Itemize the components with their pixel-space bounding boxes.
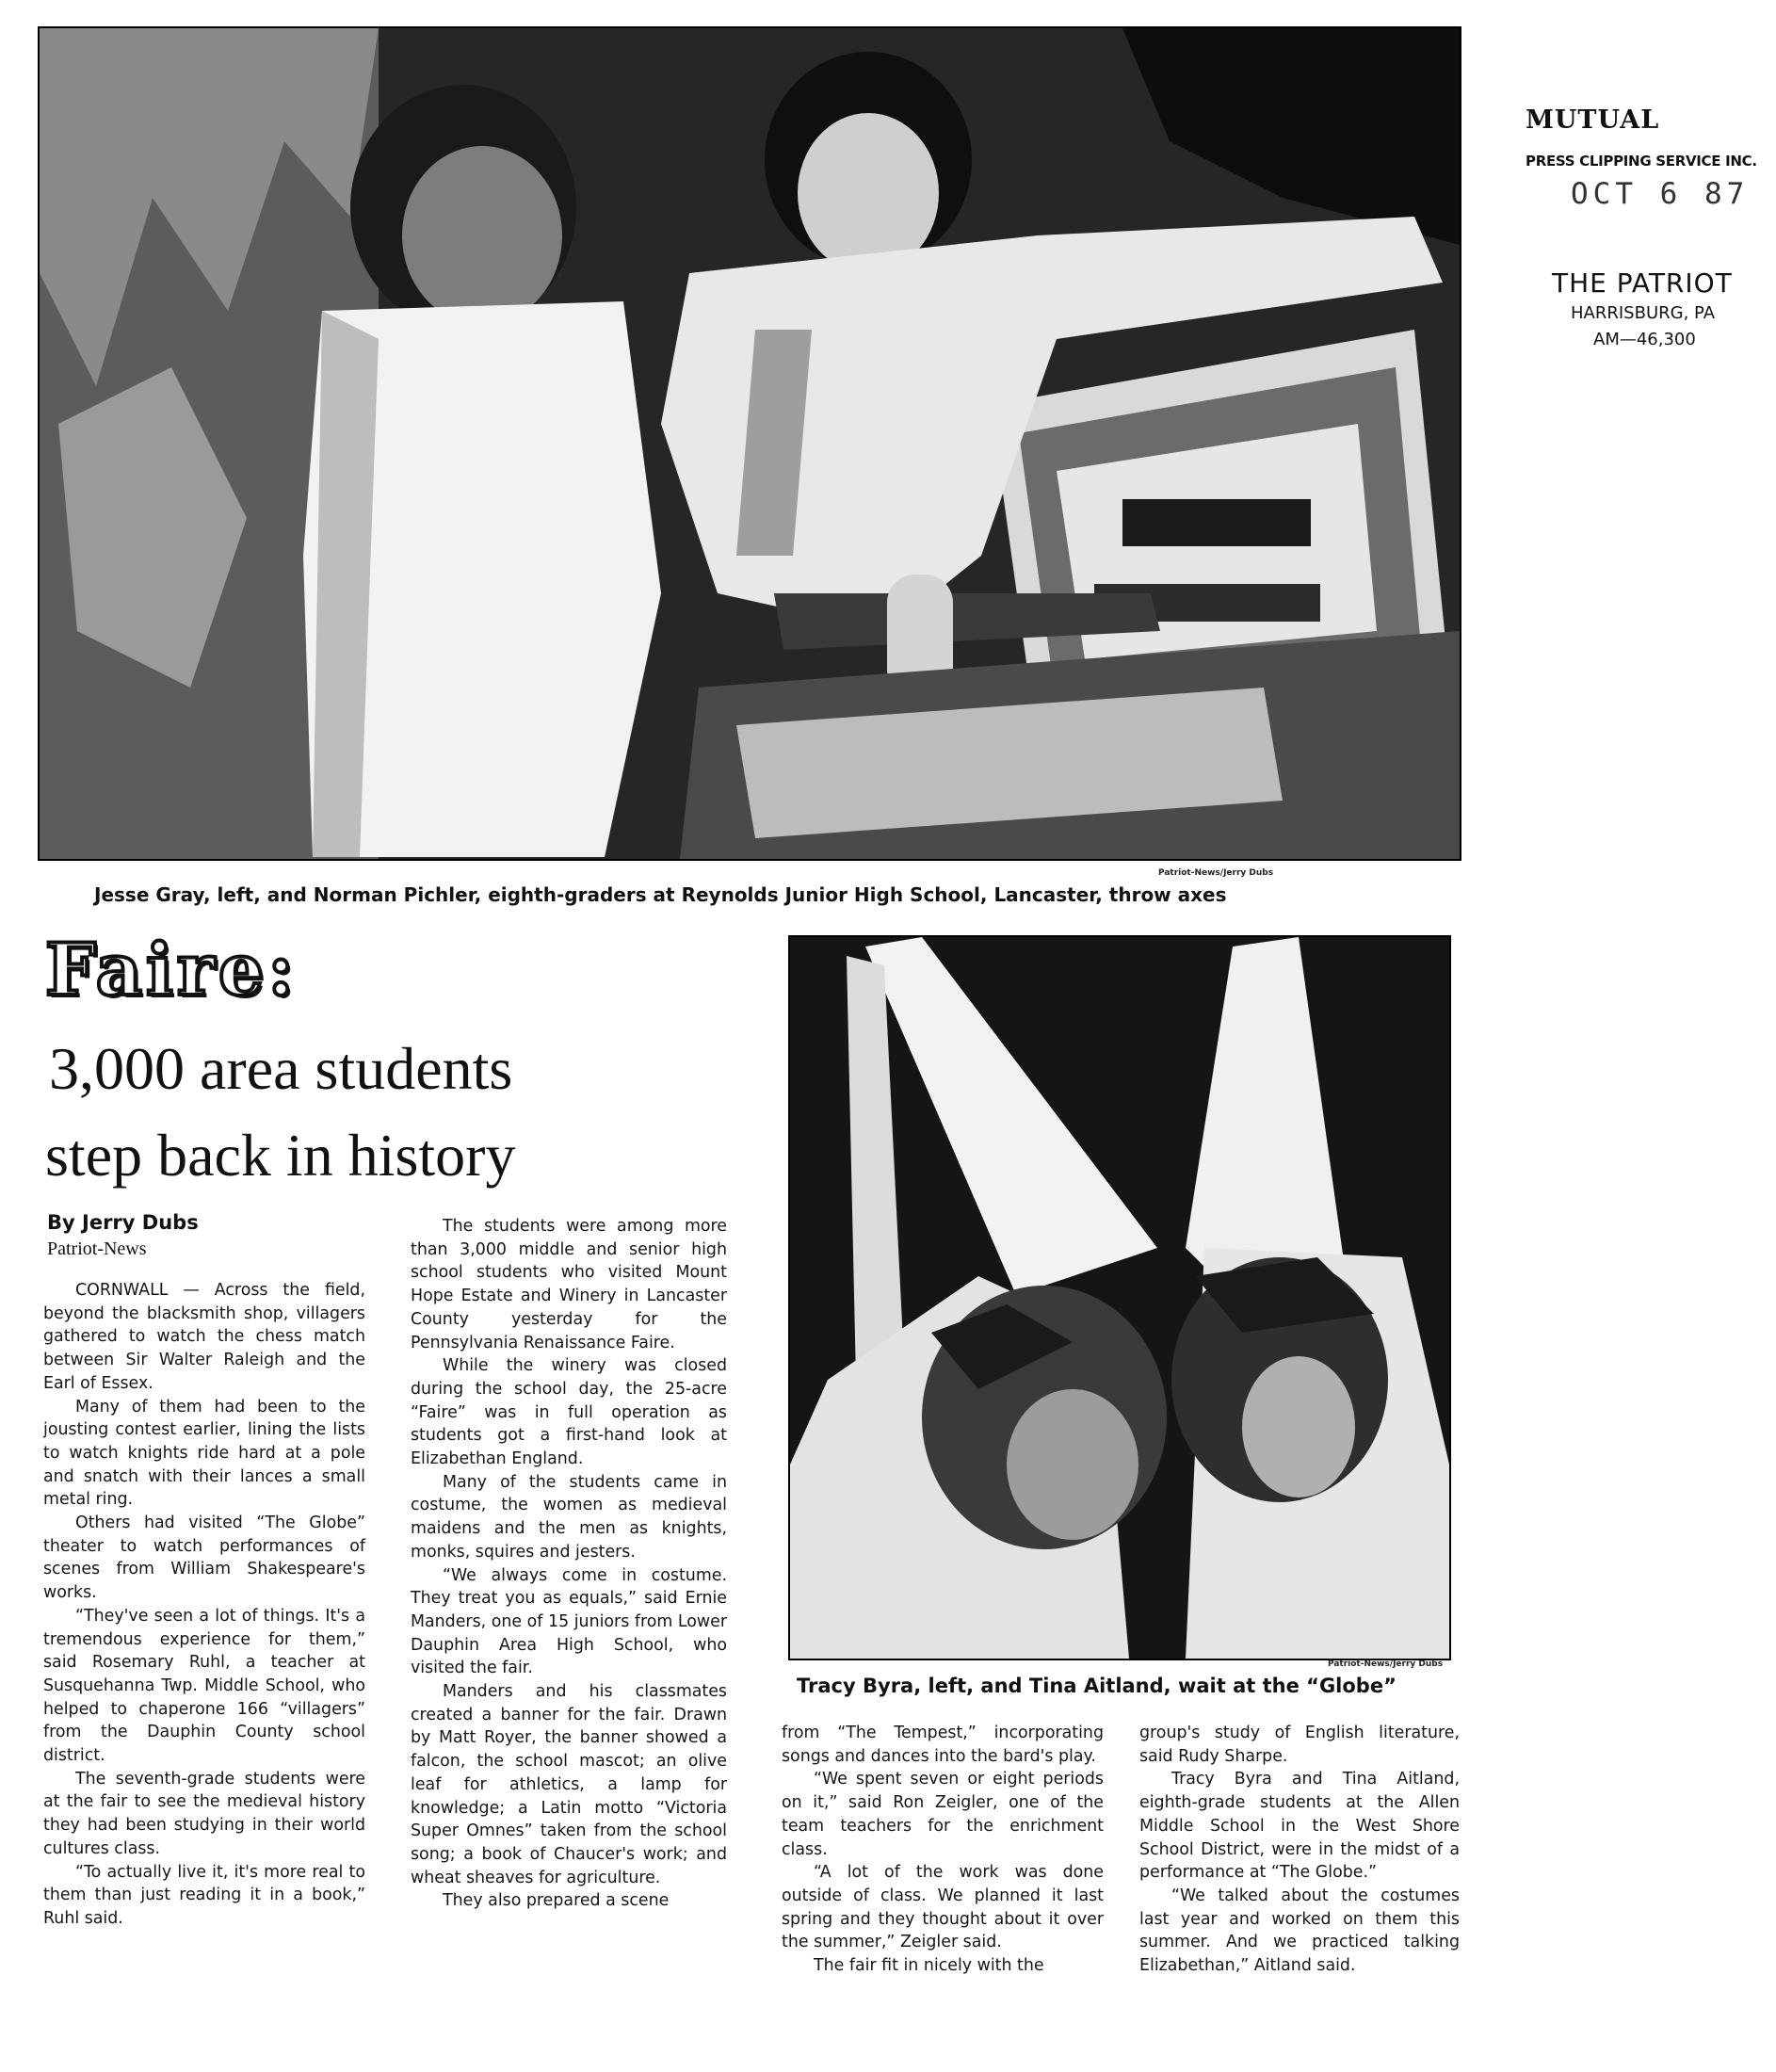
byline-source: Patriot-News [47, 1238, 147, 1259]
headline-deck-line2: step back in history [45, 1122, 516, 1189]
paragraph: “To actually live it, it's more real to them than just reading it in a book,” Ruhl said. [43, 1862, 365, 1928]
article-column-2 [411, 1215, 727, 1913]
stamp-service-name-text: MUTUAL [1526, 105, 1660, 135]
paragraph: CORNWALL — Across the field, beyond the blacksmith shop, villagers gathered to watch the chess match between Sir Walter Raleigh and the Earl of Essex. [43, 1281, 365, 1393]
paragraph: “We always come in costume. They treat you as equals,” said Ernie Manders, one of 15 juniors from Lower Dauphin Area High School, who visited the fair. [411, 1565, 727, 1678]
paragraph: Many of them had been to the jousting contest earlier, lining the lists to watch knights ride hard at a pole and snatch with their lances a small metal ring. [43, 1397, 365, 1510]
top-photo [38, 26, 1461, 861]
side-photo-credit: Patriot-News/Jerry Dubs [1328, 1659, 1444, 1669]
article-column-4 [1139, 1722, 1460, 1978]
paragraph: The fair fit in nicely with the [814, 1956, 1044, 1976]
stamp-service-name [1526, 105, 1659, 135]
paragraph: They also prepared a scene [443, 1891, 670, 1911]
paragraph: “A lot of the work was done outside of class. We planned it last spring and they thought about it over the summer,” Zeigler said. [782, 1863, 1104, 1952]
clipping-stamp [1518, 104, 1763, 358]
paragraph: While the winery was closed during the school day, the 25-acre “Faire” was in full operation as students got a first-hand look at Elizabethan England. [411, 1356, 727, 1469]
paragraph: group's study of English literature, said Rudy Sharpe. [1139, 1724, 1460, 1766]
stamp-circulation: AM—46,300 [1593, 330, 1696, 349]
paragraph: Tracy Byra and Tina Aitland, eighth-grade students at the Allen Middle School in the West Shore School District, were in the midst of a performance at “The Globe.” [1139, 1770, 1460, 1883]
headline-deck-line1: 3,000 area students [49, 1035, 513, 1102]
maidens-in-hennins-photo-icon [790, 937, 1449, 1659]
byline-author: By Jerry Dubs [47, 1211, 199, 1234]
paragraph: from “The Tempest,” incorporating songs and dances into the bard's play. [782, 1724, 1104, 1766]
axe-throwing-photo-icon [40, 28, 1460, 859]
top-photo-credit: Patriot-News/Jerry Dubs [1158, 868, 1274, 878]
paragraph: The seventh-grade students were at the fair to see the medieval history they had been studying in their world cultures class. [43, 1769, 365, 1858]
paragraph: The students were among more than 3,000 middle and senior high school students who visited Mount Hope Estate and Winery in Lancaster County yesterday for the Pennsylvania Renaissance Faire. [411, 1217, 727, 1352]
paragraph: Others had visited “The Globe” theater to watch performances of scenes from William Shakespeare's works. [43, 1514, 365, 1603]
stamp-service-line: PRESS CLIPPING SERVICE INC. [1526, 153, 1757, 170]
article-column-1 [43, 1279, 365, 1931]
headline-kicker: Faire: [45, 928, 299, 1012]
side-photo [788, 935, 1451, 1660]
paragraph: Many of the students came in costume, the women as medieval maidens and the men as knights, monks, squires and jesters. [411, 1472, 727, 1562]
stamp-date: OCT 6 87 [1571, 177, 1750, 211]
stamp-newspaper: THE PATRIOT [1552, 267, 1733, 299]
top-photo-caption: Jesse Gray, left, and Norman Pichler, eighth-graders at Reynolds Junior High School, Lancaster, throw axes [94, 883, 1227, 906]
paragraph: “They've seen a lot of things. It's a tremendous experience for them,” said Rosemary Ruhl, a teacher at Susquehanna Twp. Middle School, who helped to chaperone 166 “villagers” from the Dauphin County school district. [43, 1606, 365, 1766]
article-column-3 [782, 1722, 1104, 1978]
paragraph: “We spent seven or eight periods on it,” said Ron Zeigler, one of the team teachers for the enrichment class. [782, 1770, 1104, 1859]
paragraph: “We talked about the costumes last year and worked on them this summer. And we practiced talking Elizabethan,” Aitland said. [1139, 1886, 1460, 1976]
paragraph: Manders and his classmates created a banner for the fair. Drawn by Matt Royer, the banner showed a falcon, the school mascot; an olive leaf for athletics, a lamp for knowledge; a Latin motto “Victoria Super Omnes” taken from the school song; a book of Chaucer's work; and wheat sheaves for agriculture. [411, 1682, 727, 1887]
stamp-city: HARRISBURG, PA [1571, 303, 1716, 323]
side-photo-caption: Tracy Byra, left, and Tina Aitland, wait at the “Globe” [797, 1675, 1397, 1697]
